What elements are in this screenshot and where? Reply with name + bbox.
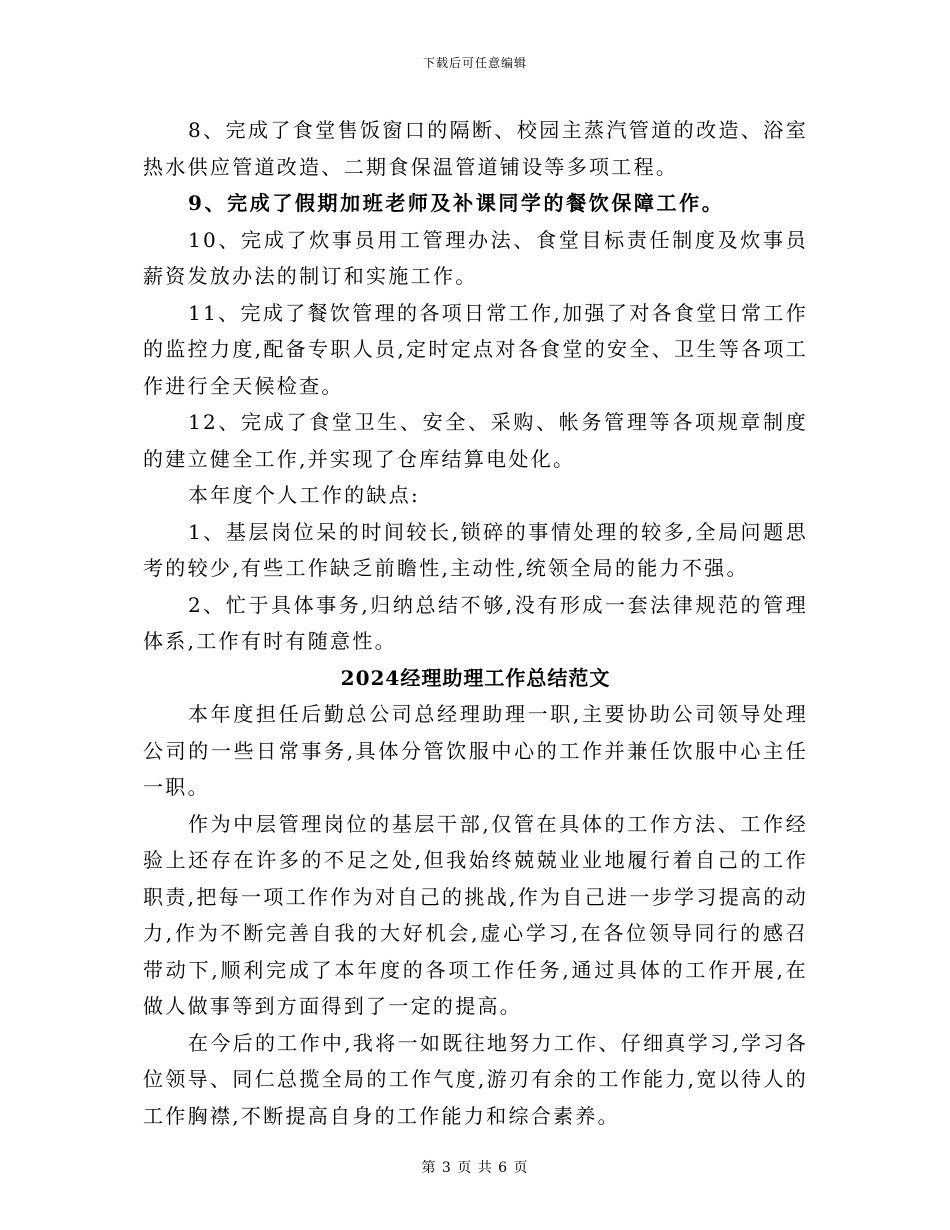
section-paragraph-2: 作为中层管理岗位的基层干部,仅管在具体的工作方法、工作经验上还存在许多的不足之处,但我始终兢兢业业地履行着自己的工作职责,把每一项工作作为对自己的挑战,作为自己进一步学习提高的动力,作为不断完善自我的大好机会,虚心学习,在各位领导同行的感召带动下,顺利完成了本年度的各项工作任务,通过具体的工作开展,在做人做事等到方面得到了一定的提高。 <box>143 811 808 1018</box>
page-header: 下载后可任意编辑 <box>422 56 527 70</box>
document-body <box>143 112 808 1134</box>
section-paragraph-3: 在今后的工作中,我将一如既往地努力工作、仔细真学习,学习各位领导、同仁总揽全局的工作气度,游刃有余的工作能力,宽以待人的工作胸襟,不断提高自身的工作能力和综合素养。 <box>143 1030 808 1128</box>
paragraph-item-10: 10、完成了炊事员用工管理办法、食堂目标责任制度及炊事员薪资发放办法的制订和实施工作。 <box>143 227 808 288</box>
page-footer: 第 3 页 共 6 页 <box>421 1160 529 1176</box>
paragraph-item-9: 9、完成了假期加班老师及补课同学的餐饮保障工作。 <box>188 191 725 215</box>
shortcoming-2: 2、忙于具体事务,归纳总结不够,没有形成一套法律规范的管理体系,工作有时有随意性。 <box>143 592 808 653</box>
paragraph-item-11: 11、完成了餐饮管理的各项日常工作,加强了对各食堂日常工作的监控力度,配备专职人员,定时定点对各食堂的安全、卫生等各项工作进行全天候检查。 <box>143 300 808 398</box>
shortcoming-1: 1、基层岗位呆的时间较长,锁碎的事情处理的较多,全局问题思考的较少,有些工作缺乏前瞻性,主动性,统领全局的能力不强。 <box>143 519 808 580</box>
paragraph-item-12: 12、完成了食堂卫生、安全、采购、帐务管理等各项规章制度的建立健全工作,并实现了仓库结算电处化。 <box>143 410 808 471</box>
section-paragraph-1: 本年度担任后勤总公司总经理助理一职,主要协助公司领导处理公司的一些日常事务,具体分管饮服中心的工作并兼任饮服中心主任一职。 <box>143 702 808 799</box>
paragraph-item-8: 8、完成了食堂售饭窗口的隔断、校园主蒸汽管道的改造、浴室热水供应管道改造、二期食保温管道铺设等多项工程。 <box>143 118 808 179</box>
shortcomings-intro: 本年度个人工作的缺点: <box>188 483 421 507</box>
section-title: 2024经理助理工作总结范文 <box>340 665 611 690</box>
